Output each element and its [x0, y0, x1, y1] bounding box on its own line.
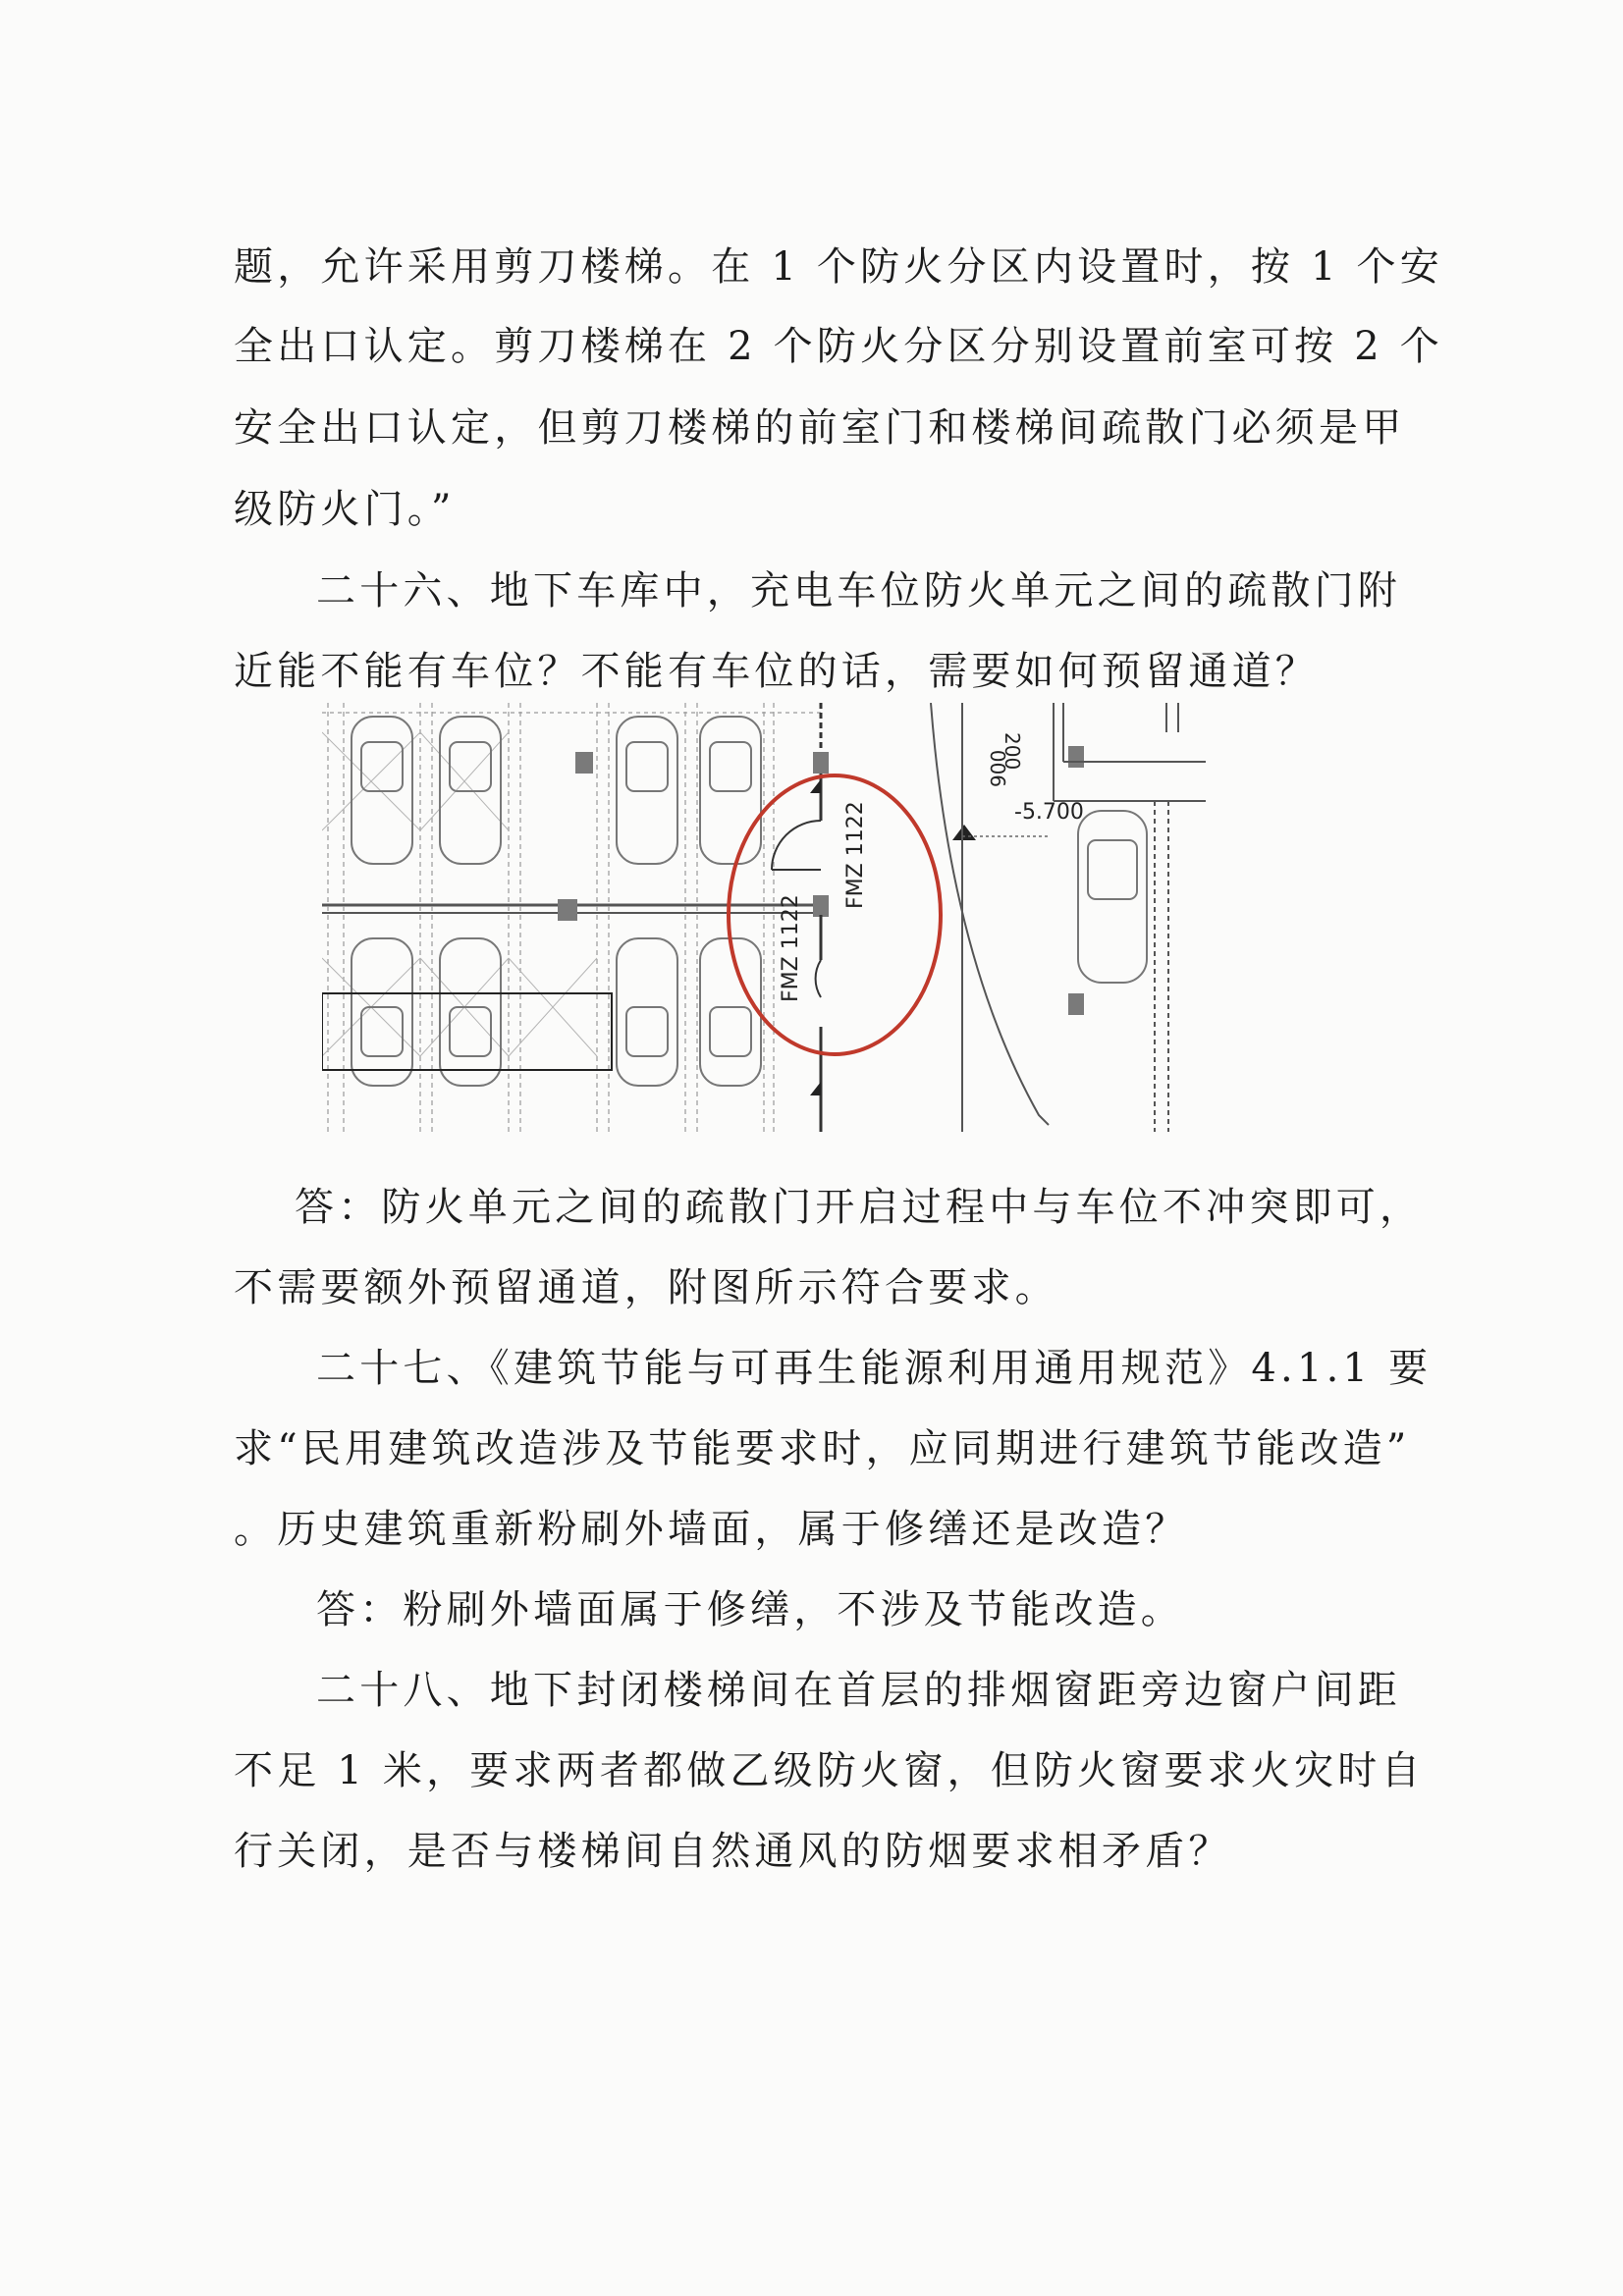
question-28-line: 二十八、地下封闭楼梯间在首层的排烟窗距旁边窗户间距	[316, 1668, 1401, 1713]
parking-floor-plan-figure	[322, 703, 1211, 1132]
question-26-line: 二十六、地下车库中，充电车位防火单元之间的疏散门附	[316, 568, 1401, 614]
dimension-200: 200	[1001, 732, 1024, 771]
text-line: 题，允许采用剪刀楼梯。在 1 个防火分区内设置时，按 1 个安	[234, 244, 1443, 290]
text-line: 全出口认定。剪刀楼梯在 2 个防火分区分别设置前室可按 2 个	[234, 324, 1443, 369]
dimension-900: 900	[987, 749, 1010, 787]
door-label-right: FMZ 1122	[843, 801, 868, 909]
question-27-line: 求“民用建筑改造涉及节能要求时，应同期进行建筑节能改造”	[234, 1426, 1411, 1471]
answer-27-line: 答：粉刷外墙面属于修缮，不涉及节能改造。	[316, 1587, 1184, 1632]
text-line: 级防火门。”	[234, 487, 456, 532]
question-28-line: 行关闭，是否与楼梯间自然通风的防烟要求相矛盾？	[234, 1829, 1232, 1874]
highlight-circle	[729, 775, 941, 1054]
elevation-label: -5.700	[1014, 800, 1084, 825]
question-26-line: 近能不能有车位？不能有车位的话，需要如何预留通道？	[234, 649, 1319, 694]
exit-arrows	[810, 779, 976, 1095]
question-27-line: 二十七、《建筑节能与可再生能源利用通用规范》4.1.1 要	[316, 1346, 1433, 1391]
parked-car-icons	[352, 717, 1147, 1086]
answer-26-line: 不需要额外预留通道，附图所示符合要求。	[234, 1265, 1058, 1310]
text-line: 安全出口认定，但剪刀楼梯的前室门和楼梯间疏散门必须是甲	[234, 405, 1406, 451]
question-28-line: 不足 1 米，要求两者都做乙级防火窗，但防火窗要求火灾时自	[234, 1748, 1425, 1793]
answer-26-line: 答：防火单元之间的疏散门开启过程中与车位不冲突即可，	[295, 1185, 1424, 1230]
door-label-left: FMZ 1122	[779, 894, 803, 1002]
question-27-line: 。历史建筑重新粉刷外墙面，属于修缮还是改造？	[234, 1507, 1189, 1552]
